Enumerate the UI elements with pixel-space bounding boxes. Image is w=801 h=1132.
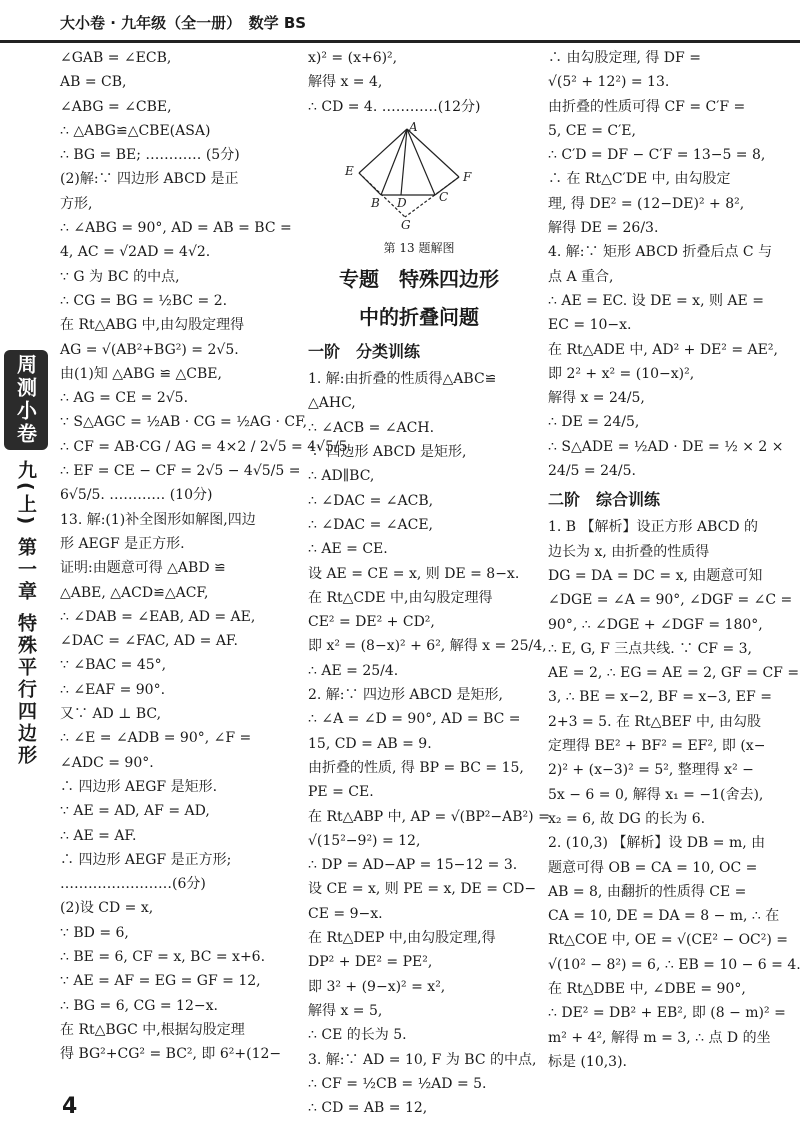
text-line: 24/5 = 24/5. [548,463,636,480]
text-line: 3, ∴ BE = x−2, BF = x−3, EF = [548,689,772,706]
text-line: ∴ BG = 6, CG = 12−x. [60,997,218,1014]
text-line: 在 Rt△DEP 中,由勾股定理,得 [308,930,496,947]
text-line: ∴ 四边形 AEGF 是矩形. [60,778,218,795]
text-line: ∴ ∠DAB = ∠EAB, AD = AE, [60,608,256,625]
text-line: ∴ BE = 6, CF = x, BC = x+6. [60,948,266,965]
text-line: 在 Rt△ABP 中, AP = √(BP²−AB²) = [308,808,550,825]
figure-caption: 第 13 题解图 [383,241,455,256]
page-number: 4 [62,1094,78,1119]
text-line: 解得 DE = 26/3. [548,220,659,237]
text-line: 2. (10,3) 【解析】设 DB = m, 由 [548,835,766,852]
text-line: ∴ C′D = DF − C′F = 13−5 = 8, [548,147,766,164]
text-line: 点 A 重合, [548,268,614,285]
text-line: 又∵ AD ⊥ BC, [60,706,162,723]
text-line: 3. 解:∵ AD = 10, F 为 BC 的中点, [308,1051,537,1068]
text-line: x₂ = 6, 故 DG 的长为 6. [548,810,706,827]
text-line: ∠GAB = ∠ECB, [60,50,172,66]
text-line: ∴ CF = AB·CG / AG = 4×2 / 2√5 = 4√5/5. [60,438,353,455]
text-line: ∴ CG = BG = ½BC = 2. [60,292,228,309]
label-b: B [371,195,380,210]
text-line: 15, CD = AB = 9. [308,735,432,752]
text-line: √(15²−9²) = 12, [308,832,421,849]
figure-13-diagram [339,121,499,231]
text-line: ∴ ∠ABG = 90°, AD = AB = BC = [60,220,292,237]
text-line: ∴ ∠E = ∠ADB = 90°, ∠F = [60,730,252,747]
text-line: CA = 10, DE = DA = 8 − m, ∴ 在 [548,908,780,925]
text-line: ∴ S△ADE = ½AD · DE = ½ × 2 × [548,438,784,455]
text-line: ∴ CE 的长为 5. [308,1027,407,1044]
col2-bottom-lines [308,367,550,1120]
text-line: 定理得 BE² + BF² = EF², 即 (x− [548,738,766,755]
text-line: ∴ ∠ACB = ∠ACH. [308,419,435,436]
text-line: 90°, ∴ ∠DGE + ∠DGF = 180°, [548,616,763,633]
text-line: ∵ S△AGC = ½AB · CG = ½AG · CF, [60,414,308,431]
text-line: ∵ AE = AD, AF = AD, [60,803,210,820]
text-line: CE = 9−x. [308,905,383,922]
text-line: 即 2² + x² = (10−x)², [548,365,695,382]
text-line: 标是 (10,3). [548,1053,627,1070]
text-line: 在 Rt△BGC 中,根据勾股定理 [60,1021,245,1038]
text-line: 由折叠的性质, 得 BP = BC = 15, [308,759,524,776]
text-line: x)² = (x+6)², [308,50,398,66]
text-line: ∴ 由勾股定理, 得 DF = [548,50,701,66]
label-a: A [409,119,418,134]
sidebar [4,350,50,767]
text-line: ∴ AE = CE. [308,541,388,558]
text-line: ∴ △ABG≌△CBE(ASA) [60,122,211,139]
label-d: D [397,195,407,210]
text-line: 6√5/5. ………… (10分) [60,487,213,504]
text-line: 即 x² = (8−x)² + 6², 解得 x = 25/4, [308,638,547,655]
text-line: ∴ DE² = DB² + EB², 即 (8 − m)² = [548,1005,786,1022]
text-line: ∠ADC = 90°. [60,754,154,771]
text-line: ∴ AG = CE = 2√5. [60,390,189,407]
text-line: ∵ BD = 6, [60,924,129,941]
text-line: 5, CE = C′E, [548,122,636,139]
text-line: ∴ 在 Rt△C′DE 中, 由勾股定 [548,171,731,188]
text-line: √(10² − 8²) = 6, ∴ EB = 10 − 6 = 4. [548,956,801,973]
text-line: 边长为 x, 由折叠的性质得 [548,543,710,560]
text-line: DP² + DE² = PE², [308,954,433,971]
text-line: 解得 x = 4, [308,74,383,91]
section-title-1: 专题 特殊四边形 [339,267,499,292]
text-line: 5x − 6 = 0, 解得 x₁ = −1(舍去), [548,786,764,803]
text-line: 证明:由题意可得 △ABD ≌ [60,560,226,577]
text-line: ∴ AD∥BC, [308,468,375,485]
column-3 [548,46,801,1074]
text-line: (2)解:∵ 四边形 ABCD 是正 [60,171,239,188]
text-line: AB = 8, 由翻折的性质得 CE = [548,883,747,900]
section-label: 特殊平行四边形 [15,613,37,768]
text-line: ∴ AE = EC. 设 DE = x, 则 AE = [548,292,764,309]
text-line: ∵ ∠BAC = 45°, [60,657,167,674]
text-line: ∴ ∠DAC = ∠ACE, [308,516,433,533]
text-line: 4, AC = √2AD = 4√2. [60,244,211,261]
text-line: 在 Rt△ADE 中, AD² + DE² = AE², [548,341,778,358]
text-line: 在 Rt△DBE 中, ∠DBE = 90°, [548,980,746,997]
text-line: 1. B 【解析】设正方形 ABCD 的 [548,519,759,536]
solution-figure [308,121,530,257]
text-line: ∴ E, G, F 三点共线. ∵ CF = 3, [548,640,752,657]
subsection-basic: 一阶 分类训练 [308,342,421,362]
text-line: EC = 10−x. [548,317,632,334]
text-line: ∵ AE = AF = EG = GF = 12, [60,973,261,990]
text-line: 2)² + (x−3)² = 5², 整理得 x² − [548,762,754,779]
text-line: △ABE, △ACD≌△ACF, [60,584,209,601]
subsection-comprehensive: 二阶 综合训练 [548,490,661,510]
text-line: 2. 解:∵ 四边形 ABCD 是矩形, [308,687,503,704]
text-line: AE = 2, ∴ EG = AE = 2, GF = CF = [548,665,800,682]
page-header: 大小卷 · 九年级（全一册） 数学 BS [60,14,307,32]
text-line: 解得 x = 5, [308,1002,383,1019]
label-g: G [401,217,411,232]
text-line: DG = DA = DC = x, 由题意可知 [548,567,763,584]
text-line: 在 Rt△ABG 中,由勾股定理得 [60,317,245,334]
text-line: m² + 4², 解得 m = 3, ∴ 点 D 的坐 [548,1029,771,1046]
grade-label: 九(上) [15,460,37,528]
text-line: 2+3 = 5. 在 Rt△BEF 中, 由勾股 [548,713,761,730]
text-line: ∠ABG = ∠CBE, [60,98,172,115]
text-line: ∴ DE = 24/5, [548,414,640,431]
text-line: PE = CE. [308,784,374,801]
label-f: F [463,169,472,184]
text-line: ∴ CF = ½CB = ½AD = 5. [308,1075,487,1092]
text-line: 1. 解:由折叠的性质得△ABC≌ [308,371,497,388]
text-line: 解得 x = 24/5, [548,390,645,407]
text-line: ∵ G 为 BC 的中点, [60,268,180,285]
header-rule [0,40,800,43]
text-line: AG = √(AB²+BG²) = 2√5. [60,341,239,358]
brand-tab: 周测小卷 [4,350,48,450]
text-line: CE² = DE² + CD², [308,614,435,631]
chapter-label: 第一章 [15,537,37,604]
label-c: C [439,189,449,204]
text-line: AB = CB, [60,74,127,91]
text-line: ∴ ∠EAF = 90°. [60,681,166,698]
text-line: ∴ 四边形 AEGF 是正方形; [60,851,232,868]
text-line: Rt△COE 中, OE = √(CE² − OC²) = [548,932,789,949]
text-line: ∴ BG = BE; ………… (5分) [60,147,240,164]
text-line: 由(1)知 △ABG ≌ △CBE, [60,365,222,382]
text-line: ∴ ∠A = ∠D = 90°, AD = BC = [308,711,521,728]
text-line: 即 3² + (9−x)² = x², [308,978,446,995]
label-e: E [345,163,354,178]
text-line: 方形, [60,195,93,212]
text-line: 题意可得 OB = CA = 10, OC = [548,859,758,876]
text-line: 得 BG²+CG² = BC², 即 6²+(12− [60,1046,282,1063]
col3-bottom-lines [548,515,801,1074]
text-line: ∠DAC = ∠FAC, AD = AF. [60,633,238,650]
text-line: ∴ ∠DAC = ∠ACB, [308,492,434,509]
col3-top-lines [548,46,784,483]
text-line: ∴ CD = AB = 12, [308,1100,428,1117]
col2-top-lines [308,46,530,119]
section-title-2: 中的折叠问题 [359,305,479,330]
text-line: ∴ AE = 25/4. [308,662,399,679]
text-line: ∵ 四边形 ABCD 是矩形, [308,444,467,461]
text-line: ∴ DP = AD−AP = 15−12 = 3. [308,857,518,874]
text-line: 设 CE = x, 则 PE = x, DE = CD− [308,881,537,898]
text-line: ∴ CD = 4. …………(12分) [308,98,481,115]
text-line: 在 Rt△CDE 中,由勾股定理得 [308,589,493,606]
text-line: 4. 解:∵ 矩形 ABCD 折叠后点 C 与 [548,244,773,261]
text-line: √(5² + 12²) = 13. [548,74,670,91]
text-line: ∠DGE = ∠A = 90°, ∠DGF = ∠C = [548,592,793,609]
column-2 [308,46,550,1120]
text-line: ∴ AE = AF. [60,827,137,844]
text-line: △AHC, [308,395,356,412]
text-line: ……………………(6分) [60,876,206,893]
text-line: 由折叠的性质可得 CF = C′F = [548,98,746,115]
text-line: 13. 解:(1)补全图形如解图,四边 [60,511,256,528]
text-line: (2)设 CD = x, [60,900,154,917]
text-line: 理, 得 DE² = (12−DE)² + 8², [548,195,745,212]
text-line: 设 AE = CE = x, 则 DE = 8−x. [308,565,520,582]
text-line: ∴ EF = CE − CF = 2√5 − 4√5/5 = [60,463,301,480]
text-line: 形 AEGF 是正方形. [60,535,185,552]
